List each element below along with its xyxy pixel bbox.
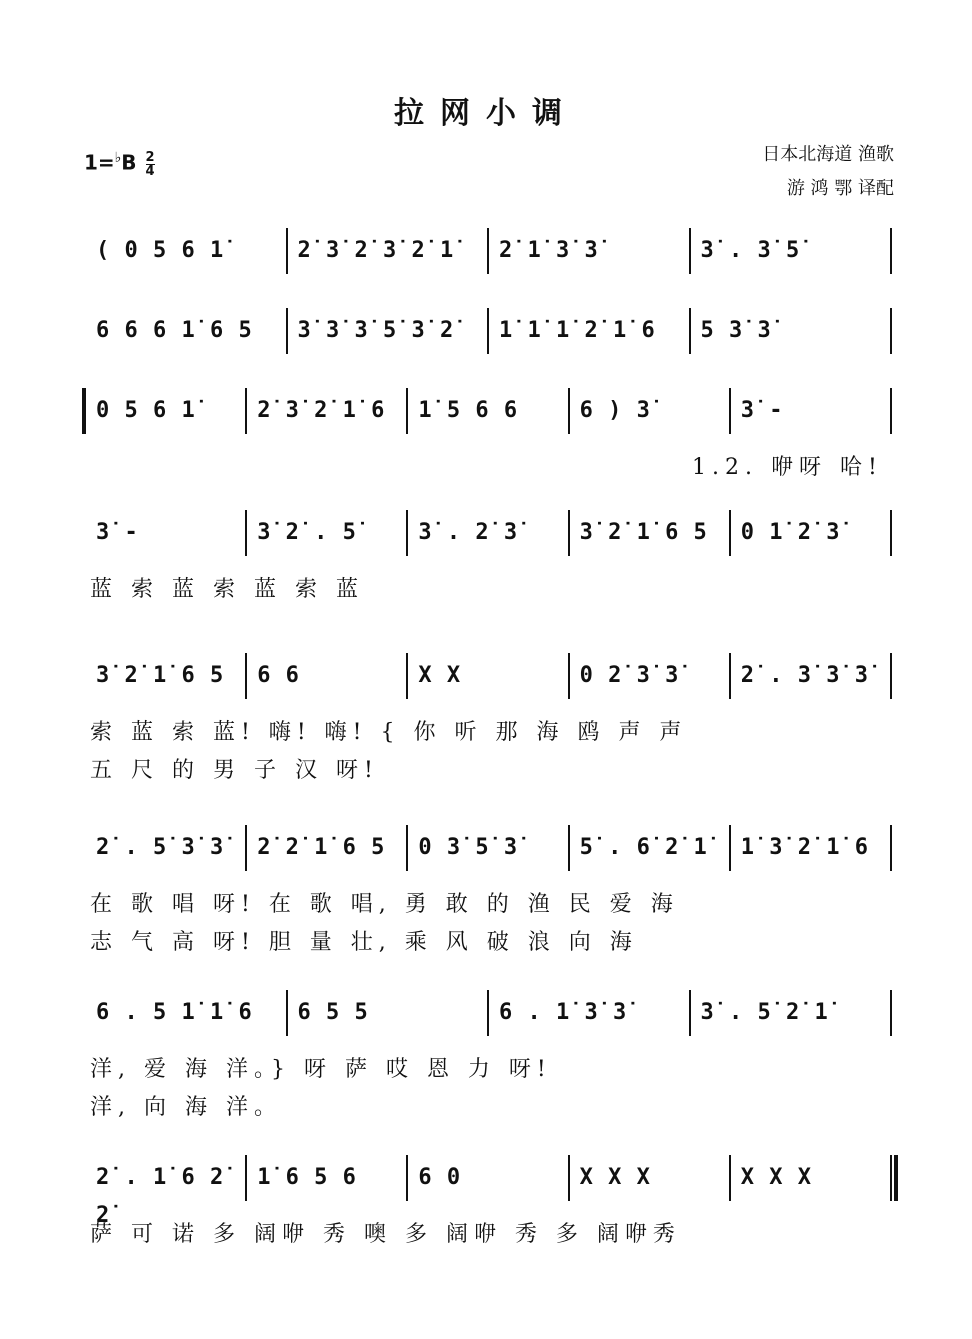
measure: 5̇ . 6̇ 2̇ 1̇ [579, 835, 708, 860]
staff-line [86, 388, 892, 434]
barline [568, 510, 570, 556]
barline [568, 825, 570, 871]
staff-line [86, 653, 892, 699]
barline [245, 825, 247, 871]
barline [689, 308, 691, 354]
barline [568, 1155, 570, 1201]
time-denominator: 4 [145, 163, 155, 179]
measure: 3̇ - [740, 398, 784, 423]
staff-system [86, 510, 892, 602]
time-numerator: 2 [145, 149, 155, 165]
staff-line [86, 825, 892, 871]
lyric-line: 洋, 向 海 洋。 [90, 1095, 282, 1120]
lyric-line: 索 蓝 索 蓝! 嗨! 嗨! { 你 听 那 海 鸥 声 声 [90, 720, 688, 745]
key-note: B [121, 150, 137, 175]
barline [890, 825, 892, 871]
arranger-credit: 游 鸿 鄂 译配 [786, 178, 894, 199]
measure: 3̇ 2̇ . 5̇ [257, 520, 357, 545]
barline [890, 228, 892, 274]
staff-system [86, 388, 892, 480]
time-signature [146, 151, 155, 178]
staff-line [86, 990, 892, 1036]
lyric-line: 志 气 高 呀! 胆 量 壮, 乘 风 破 浪 向 海 [90, 930, 638, 955]
barline [689, 228, 691, 274]
measure: 5 3̇ 3̇ [700, 318, 772, 343]
flat-sign: ♭ [114, 150, 122, 166]
measure: 2̇ 3̇ 2̇ 3̇ 2̇ 1̇ [297, 238, 455, 263]
measure: 3̇ . 3̇ 5̇ [700, 238, 801, 263]
barline [245, 388, 247, 434]
barline [286, 990, 288, 1036]
barline [729, 388, 731, 434]
measure: 2̇ . 1̇ 6 2̇ 2̇ [96, 1165, 225, 1228]
measure: 0 5 6 1̇ [96, 398, 196, 423]
barline [890, 388, 892, 434]
key-signature [84, 150, 155, 178]
measure: 1̇ 1̇ 1̇ 2̇ 1̇ 6 [499, 318, 656, 343]
page-title: 拉网小调 [394, 96, 578, 131]
barline [487, 308, 489, 354]
measure: 0 1̇ 2̇ 3̇ [740, 520, 841, 545]
staff-system [86, 825, 892, 955]
barline [487, 228, 489, 274]
staff-system [86, 653, 892, 783]
barline [406, 825, 408, 871]
barline [406, 510, 408, 556]
staff-system [86, 228, 892, 274]
staff-line [86, 510, 892, 556]
lyric-line: 蓝 索 蓝 索 蓝 索 蓝 [90, 577, 364, 602]
measure: 6 ) 3̇ [579, 398, 651, 423]
measure: X X [418, 663, 462, 688]
measure: 3̇ 3̇ 3̇ 5̇ 3̇ 2̇ [297, 318, 455, 343]
barline [568, 388, 570, 434]
barline [245, 1155, 247, 1201]
barline [286, 228, 288, 274]
measure: 6 6 [257, 663, 300, 688]
barline [729, 510, 731, 556]
barline [245, 653, 247, 699]
staff-system [86, 990, 892, 1120]
barline [890, 990, 892, 1036]
measure: 6 6 6 1̇ 6 5 [96, 318, 253, 343]
measure: 6 0 [418, 1165, 462, 1190]
barline [406, 388, 408, 434]
barline [729, 1155, 731, 1201]
measure: 2̇ 2̇ 1̇ 6 5 [257, 835, 386, 860]
measure: 0 2̇ 3̇ 3̇ [579, 663, 680, 688]
barline [890, 653, 892, 699]
measure: 2̇ 3̇ 2̇ 1̇ 6 [257, 398, 386, 423]
lyric-line: 在 歌 唱 呀! 在 歌 唱, 勇 敢 的 渔 民 爱 海 [90, 892, 679, 917]
repeat-end-barline [894, 1155, 898, 1201]
barline [890, 1155, 892, 1201]
origin-credit: 日本北海道 渔歌 [762, 144, 894, 165]
measure: 2̇ . 3̇ 3̇ 3̇ [740, 663, 870, 688]
barline [729, 653, 731, 699]
barline [568, 653, 570, 699]
measure: 1̇ 5 6 6 [418, 398, 519, 423]
staff-system [86, 1155, 892, 1247]
measure: 6 . 5 1̇ 1̇ 6 [96, 1000, 253, 1025]
barline [245, 510, 247, 556]
barline [689, 990, 691, 1036]
measure: 3̇ - [96, 520, 139, 545]
repeat-start-barline [82, 388, 86, 434]
measure: 6 . 1̇ 3̇ 3̇ [499, 1000, 628, 1025]
measure: 1̇ 6 5 6 [257, 1165, 357, 1190]
measure: 3̇ 2̇ 1̇ 6 5 [579, 520, 708, 545]
staff-line [86, 228, 892, 274]
measure: 0 3̇ 5̇ 3̇ [418, 835, 519, 860]
barline [890, 308, 892, 354]
measure: X X X [740, 1165, 813, 1190]
measure: 3̇ . 2̇ 3̇ [418, 520, 519, 545]
lyric-line: 五 尺 的 男 子 汉 呀! [90, 758, 379, 783]
measure: ( 0 5 6 1̇ [96, 238, 225, 263]
staff-line [86, 1155, 892, 1228]
staff-system [86, 308, 892, 354]
barline [487, 990, 489, 1036]
barline [890, 510, 892, 556]
measure: 3̇ 2̇ 1̇ 6 5 [96, 663, 225, 688]
measure: 6 5 5 [297, 1000, 369, 1025]
barline [286, 308, 288, 354]
measure: 2̇ . 5̇ 3̇ 3̇ [96, 835, 225, 860]
key-prefix: 1= [84, 150, 115, 175]
barline [406, 653, 408, 699]
measure: 1̇ 3̇ 2̇ 1̇ 6 [740, 835, 870, 860]
staff-line [86, 308, 892, 354]
measure: 2̇ 1̇ 3̇ 3̇ [499, 238, 599, 263]
barline [729, 825, 731, 871]
lyric-line: 萨 可 诺 多 阔咿 秀 噢 多 阔咿 秀 多 阔咿秀 [90, 1222, 681, 1247]
lyric-line: 1.2. 咿呀 哈! [692, 455, 883, 480]
barline [406, 1155, 408, 1201]
lyric-line: 洋, 爱 海 洋。} 呀 萨 哎 恩 力 呀! [90, 1057, 552, 1082]
measure: 3̇ . 5̇ 2̇ 1̇ [700, 1000, 829, 1025]
measure: X X X [579, 1165, 651, 1190]
